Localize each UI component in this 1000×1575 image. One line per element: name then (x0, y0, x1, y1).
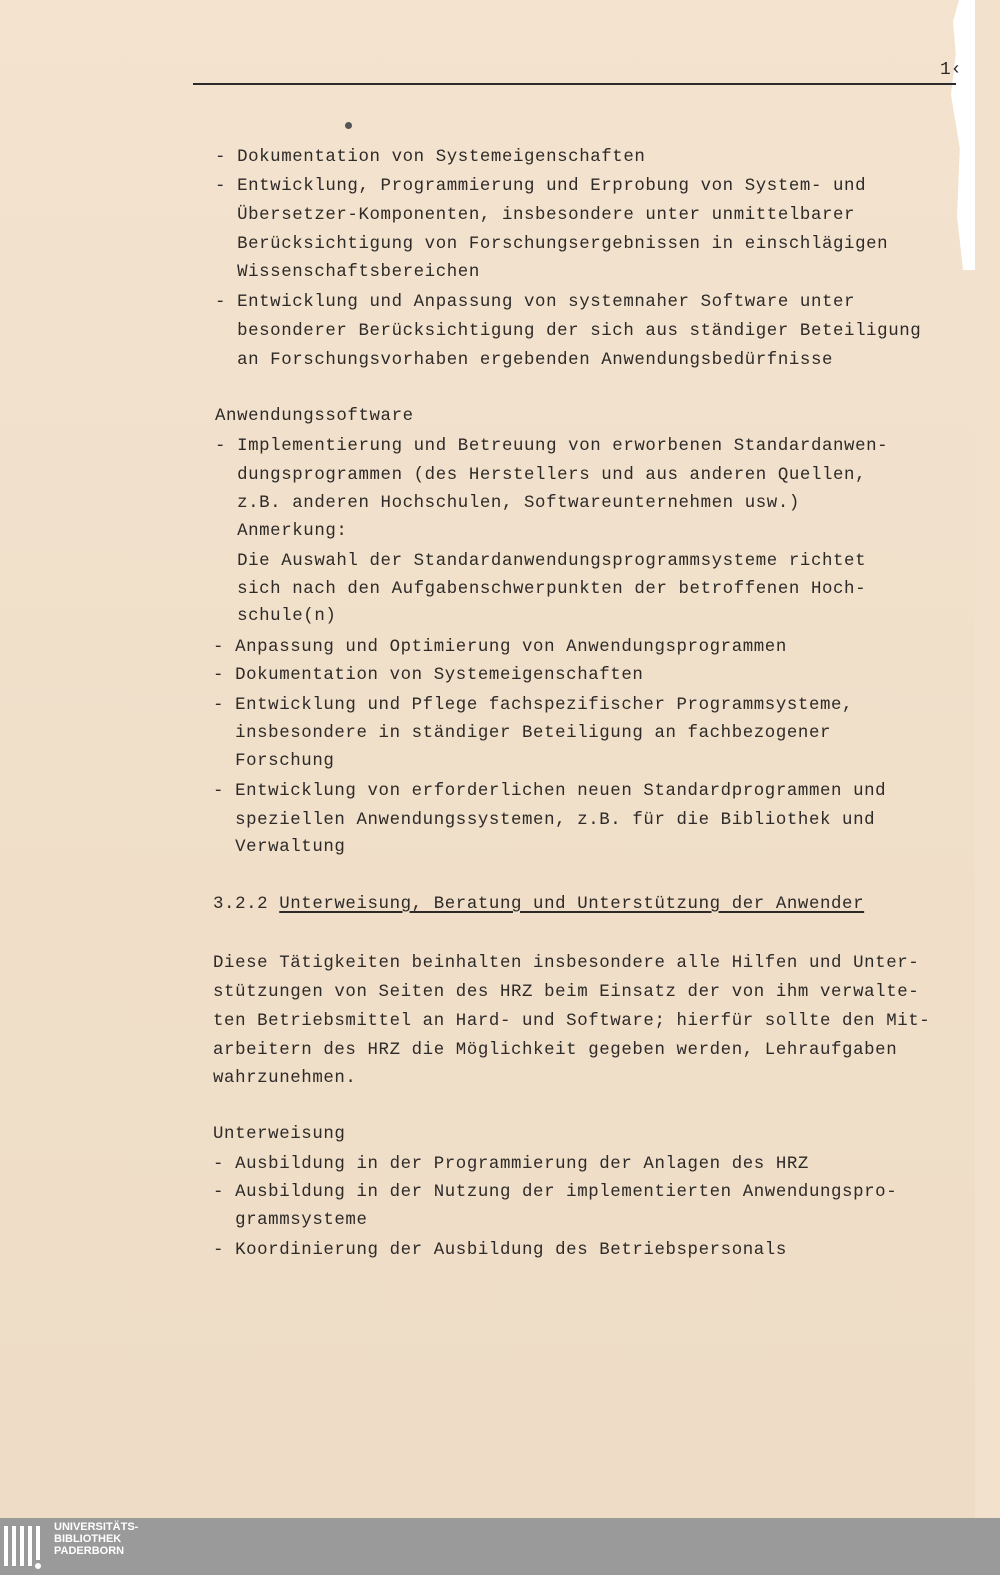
header-rule (193, 83, 956, 85)
system-line: - Dokumentation von Systemeigenschaften (215, 148, 646, 167)
anwendung-line: sich nach den Aufgabenschwerpunkten der betroffenen Hoch- (215, 580, 867, 599)
section-heading-322 (213, 895, 864, 915)
anwendung-line: schule(n) (215, 607, 337, 626)
system-line: Berücksichtigung von Forschungsergebnissen in einschlägigen (215, 235, 889, 254)
paragraph-line: stützungen von Seiten des HRZ beim Einsatz der von ihm verwalte- (213, 983, 920, 1002)
anwendung-line: - Entwicklung und Pflege fachspezifischer Programmsysteme, (213, 696, 854, 715)
paragraph-line: Diese Tätigkeiten beinhalten insbesondere alle Hilfen und Unter- (213, 954, 920, 973)
anwendung-line: dungsprogrammen (des Herstellers und aus anderen Quellen, (215, 466, 867, 485)
library-footer (0, 1518, 1000, 1575)
anwendung-line: Forschung (213, 752, 335, 771)
anwendung-line: - Entwicklung von erforderlichen neuen Standardprogrammen und (213, 782, 887, 801)
page-number: 1‹ (940, 60, 962, 80)
anwendung-line: - Anpassung und Optimierung von Anwendungsprogrammen (213, 638, 787, 657)
system-line: Übersetzer-Komponenten, insbesondere unter unmittelbarer (215, 206, 856, 225)
library-logo-icon (2, 1522, 47, 1570)
library-name-line: BIBLIOTHEK (54, 1533, 122, 1545)
paragraph-line: ten Betriebsmittel an Hard- und Software; hierfür sollte den Mit- (213, 1012, 931, 1031)
paragraph-line: wahrzunehmen. (213, 1069, 357, 1088)
anwendung-line: - Implementierung und Betreuung von erworbenen Standardanwen- (215, 437, 889, 456)
anwendung-line: Verwaltung (213, 838, 346, 857)
system-line: - Entwicklung, Programmierung und Erprobung von System- und (215, 177, 867, 196)
ink-speck (345, 122, 352, 129)
anwendung-line: insbesondere in ständiger Beteiligung an fachbezogener (213, 724, 832, 743)
section-number: 3.2.2 (213, 895, 280, 914)
system-line: an Forschungsvorhaben ergebenden Anwendungsbedürfnisse (215, 351, 834, 370)
unterweisung-line: - Ausbildung in der Nutzung der implementierten Anwendungspro- (213, 1183, 898, 1202)
library-name-line: PADERBORN (54, 1545, 125, 1557)
anwendung-line: - Dokumentation von Systemeigenschaften (213, 666, 644, 685)
anwendung-line: z.B. anderen Hochschulen, Softwareunternehmen usw.) (215, 494, 800, 513)
library-name-line: UNIVERSITÄTS- (54, 1521, 139, 1533)
paragraph-line: arbeitern des HRZ die Möglichkeit gegeben werden, Lehraufgaben (213, 1041, 898, 1060)
anwendung-line: Anmerkung: (215, 522, 348, 541)
section-title-anwendungssoftware: Anwendungssoftware (215, 407, 414, 426)
anwendung-line: Die Auswahl der Standardanwendungsprogrammsysteme richtet (215, 552, 867, 571)
section-heading-title: Unterweisung, Beratung und Unterstützung der Anwender (279, 895, 865, 914)
torn-page-edge (935, 0, 975, 270)
system-line: Wissenschaftsbereichen (215, 263, 480, 282)
system-line: besonderer Berücksichtigung der sich aus ständiger Beteiligung (215, 322, 922, 341)
unterweisung-line: - Ausbildung in der Programmierung der Anlagen des HRZ (213, 1155, 809, 1174)
anwendung-line: speziellen Anwendungssystemen, z.B. für die Bibliothek und (213, 811, 876, 830)
system-line: - Entwicklung und Anpassung von systemnaher Software unter (215, 293, 856, 312)
unterweisung-line: - Koordinierung der Ausbildung des Betriebspersonals (213, 1241, 787, 1260)
unterweisung-line: grammsysteme (213, 1211, 368, 1230)
section-title-unterweisung: Unterweisung (213, 1125, 346, 1144)
library-name (54, 1521, 138, 1557)
